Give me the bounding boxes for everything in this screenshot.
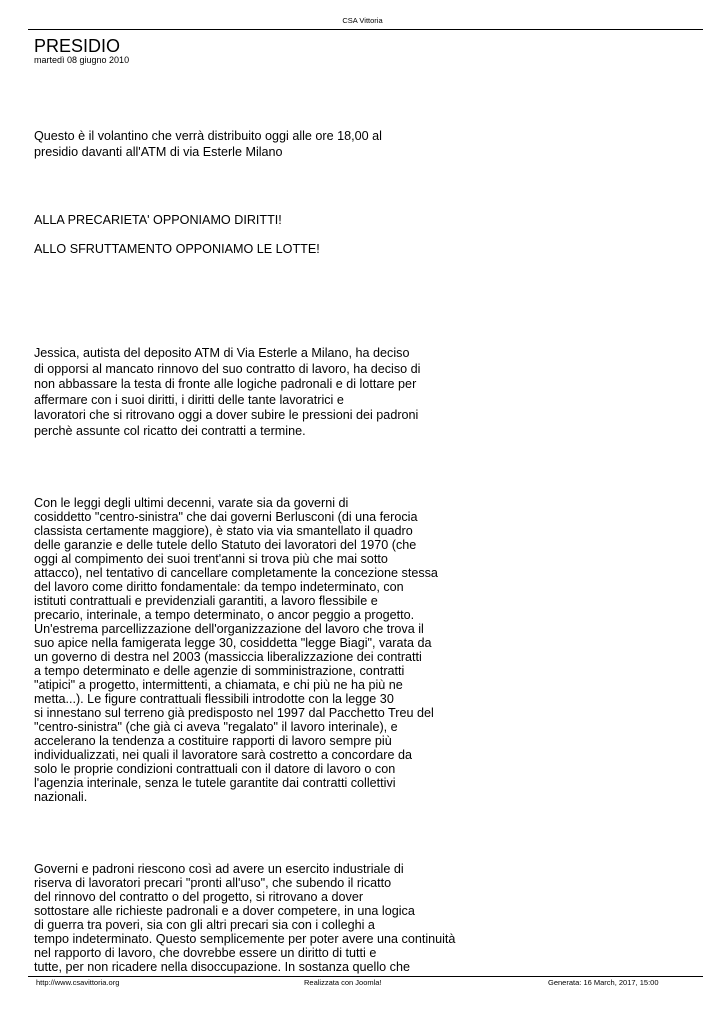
text-line: nel rapporto di lavoro, che dovrebbe essere un diritto di tutti e [34, 946, 377, 960]
text-line: del lavoro come diritto fondamentale: da tempo indeterminato, con [34, 580, 404, 594]
text-line: riserva di lavoratori precari "pronti all'uso", che subendo il ricatto [34, 876, 392, 890]
text-line: suo apice nella famigerata legge 30, cosiddetta "legge Biagi", varata da [34, 636, 432, 650]
text-line: un governo di destra nel 2003 (massiccia liberalizzazione dei contratti [34, 650, 422, 664]
text-line: attacco), nel tentativo di cancellare completamente la concezione stessa [34, 566, 438, 580]
text-line: metta...). Le figure contrattuali flessibili introdotte con la legge 30 [34, 692, 394, 706]
text-line: di guerra tra poveri, sia con gli altri precari sia con i colleghi a [34, 918, 375, 932]
text-line: lavoratori che si ritrovano oggi a dover subire le pressioni dei padroni [34, 408, 419, 423]
slogan-2: ALLO SFRUTTAMENTO OPPONIAMO LE LOTTE! [34, 242, 320, 256]
slogan-1: ALLA PRECARIETA' OPPONIAMO DIRITTI! [34, 213, 282, 227]
text-line: a tempo determinato e delle agenzie di somministrazione, contratti [34, 664, 405, 678]
text-line: accelerano la tendenza a costituire rapporti di lavoro sempre più [34, 734, 392, 748]
text-line: si innestano sul terreno già predisposto nel 1997 dal Pacchetto Treu del [34, 706, 434, 720]
text-line: tutte, per non ricadere nella disoccupazione. In sostanza quello che [34, 960, 410, 974]
text-line: istituti contrattuali e previdenziali garantiti, a lavoro flessibile e [34, 594, 378, 608]
footer-generated: Generata: 16 March, 2017, 15:00 [548, 978, 659, 987]
text-line: nazionali. [34, 790, 88, 804]
text-line: tempo indeterminato. Questo semplicemente per poter avere una continuità [34, 932, 456, 946]
text-line: "centro-sinistra" (che già ci aveva "regalato" il lavoro interinale), e [34, 720, 398, 734]
text-line: non abbassare la testa di fronte alle logiche padronali e di lottare per [34, 377, 417, 392]
intro-paragraph [34, 129, 382, 160]
text-line: Questo è il volantino che verrà distribuito oggi alle ore 18,00 al [34, 129, 382, 143]
article-date: martedì 08 giugno 2010 [34, 55, 130, 65]
text-line: oggi al compimento dei suoi trent'anni si trova più che mai sotto [34, 552, 388, 566]
text-line: solo le proprie condizioni contrattuali con il datore di lavoro o con [34, 762, 396, 776]
text-line: Un'estrema parcellizzazione dell'organizzazione del lavoro che trova il [34, 622, 424, 636]
text-line: "atipici" a progetto, intermittenti, a chiamata, e chi più ne ha più ne [34, 678, 403, 692]
text-line: cosiddetto "centro-sinistra" che dai governi Berlusconi (di una ferocia [34, 510, 418, 524]
text-line: delle garanzie e delle tutele dello Statuto dei lavoratori del 1970 (che [34, 538, 417, 552]
text-line: Jessica, autista del deposito ATM di Via Esterle a Milano, ha deciso [34, 346, 410, 360]
footer-url-link[interactable]: http://www.csavittoria.org [36, 978, 120, 987]
article-title: PRESIDIO [34, 36, 121, 56]
text-line: classista certamente maggiore), è stato via via smantellato il quadro [34, 524, 413, 538]
text-line: l'agenzia interinale, senza le tutele garantite dai contratti collettivi [34, 776, 396, 790]
text-line: di opporsi al mancato rinnovo del suo contratto di lavoro, ha deciso di [34, 361, 421, 376]
text-line: individualizzati, nei quali il lavoratore sarà costretto a concordare da [34, 748, 413, 762]
text-line: sottostare alle richieste padronali e a dover competere, in una logica [34, 904, 415, 918]
running-header: CSA Vittoria [342, 16, 383, 25]
text-line: affermare con i suoi diritti, i diritti delle tante lavoratrici e [34, 392, 344, 407]
header-rule [28, 29, 703, 30]
paragraph-leggi [34, 496, 438, 804]
text-line: perchè assunte col ricatto dei contratti a termine. [34, 423, 306, 438]
text-line: Governi e padroni riescono così ad avere un esercito industriale di [34, 862, 404, 876]
text-line: precario, interinale, a tempo determinato, o ancor peggio a progetto. [34, 608, 415, 622]
text-line: Con le leggi degli ultimi decenni, varate sia da governi di [34, 496, 349, 510]
text-line: del rinnovo del contratto o del progetto, si ritrovano a dover [34, 890, 364, 904]
paragraph-jessica [34, 346, 420, 440]
text-line: presidio davanti all'ATM di via Esterle Milano [34, 144, 283, 159]
footer-rule [28, 976, 703, 977]
footer-made-with: Realizzata con Joomla! [304, 978, 382, 987]
paragraph-governi [34, 862, 455, 974]
